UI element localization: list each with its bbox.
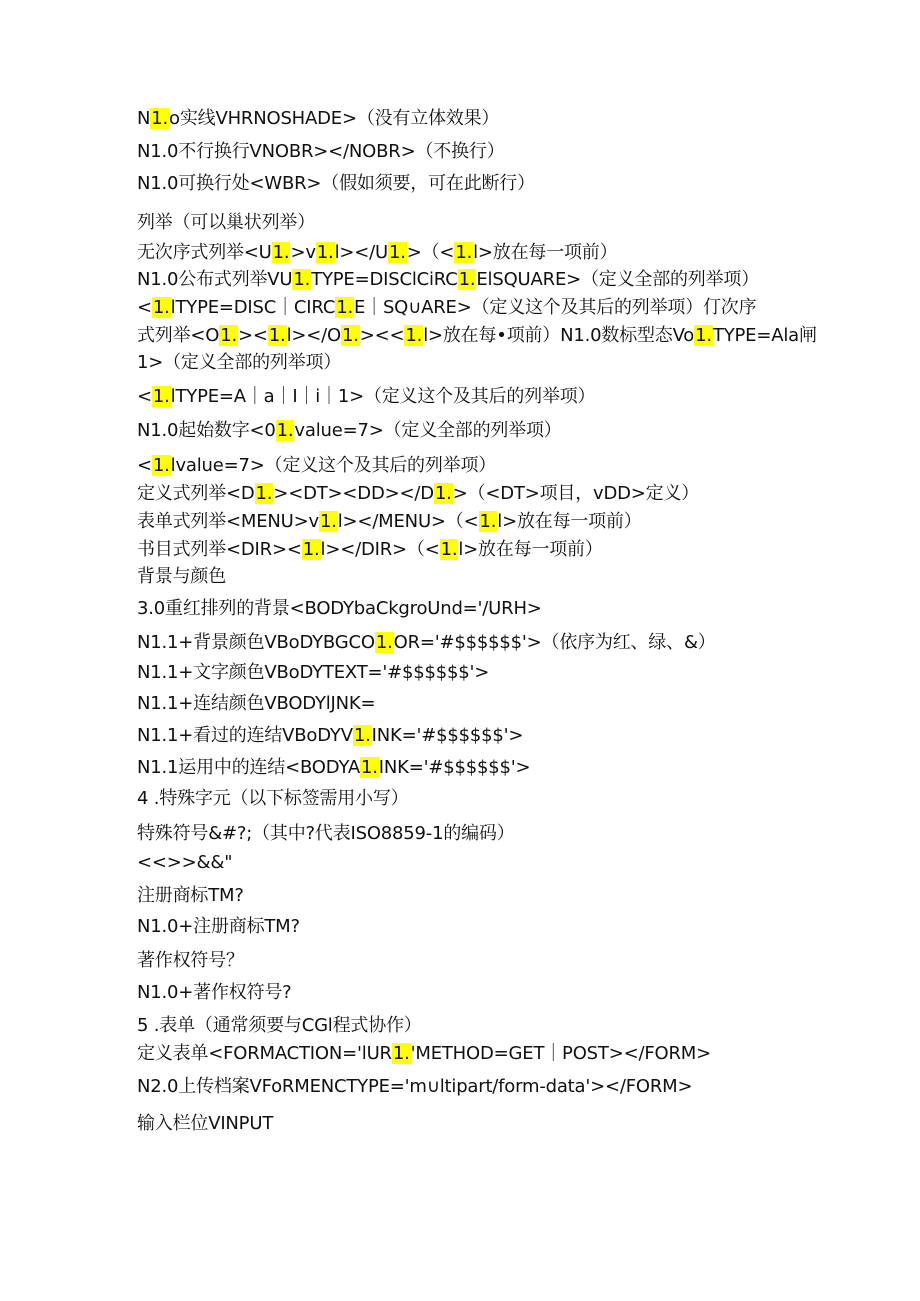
text-line — [137, 139, 505, 165]
text-line — [137, 723, 523, 749]
text-line — [137, 481, 699, 507]
text-line — [137, 914, 300, 940]
text-segment: N1.1+看过的连结VBoDYV — [137, 725, 353, 746]
text-segment: 特殊符号&#?;（其中?代表ISO8859-1的编码） — [137, 823, 515, 844]
text-segment: 表单式列举<MENU>v — [137, 511, 319, 532]
text-segment: TYPE=Ala闸 — [712, 325, 817, 346]
highlighted-text: 1. — [405, 325, 423, 346]
text-segment: N1.1+背景颜色VBoDYBGCO — [137, 632, 375, 653]
highlighted-text: 1. — [341, 325, 359, 346]
text-segment: N2.0上传档案VFoRMENCTYPE='m∪ltipart/form-data'></FORM> — [137, 1076, 693, 1097]
text-segment: TYPE=DISClCiRC — [311, 269, 458, 290]
highlighted-text: 1. — [302, 539, 320, 560]
highlighted-text: 1. — [336, 297, 353, 318]
text-segment: < — [137, 386, 152, 407]
highlighted-text: 1. — [392, 1043, 410, 1064]
text-segment: N1.0不行换行VNOBR></NOBR>（不换行） — [137, 141, 505, 162]
highlighted-text: 1. — [268, 325, 286, 346]
text-segment: N1.0公布式列举VU — [137, 269, 293, 290]
text-line — [137, 660, 489, 686]
text-line — [137, 980, 292, 1006]
text-line — [137, 106, 499, 132]
text-line — [137, 418, 562, 444]
text-segment: l>放在每一项前） — [473, 242, 618, 263]
highlighted-text: 1. — [276, 420, 294, 441]
text-segment: N1.1运用中的连结<BODYA — [137, 757, 360, 778]
text-segment: 式列举<O — [137, 325, 220, 346]
highlighted-text: 1. — [479, 511, 497, 532]
text-segment: ElSQUARE>（定义全部的列举项） — [476, 269, 759, 290]
text-segment: l>放在每一项前） — [458, 539, 603, 560]
text-segment: lTYPE=A｜a｜I｜i｜1>（定义这个及其后的列举项） — [170, 386, 596, 407]
text-line — [137, 295, 756, 321]
text-segment: 书目式列举<DIR>< — [137, 539, 302, 560]
highlighted-text: 1. — [434, 483, 452, 504]
text-line — [137, 564, 226, 590]
text-segment: lvalue=7>（定义这个及其后的列举项） — [170, 455, 497, 476]
text-segment: 列举（可以巢状列举） — [137, 212, 315, 233]
text-segment: >v — [290, 242, 316, 263]
highlighted-text: 1. — [695, 325, 712, 346]
text-segment: lTYPE=DISC｜CIRC — [170, 297, 336, 318]
text-segment: l></U — [334, 242, 388, 263]
highlighted-text: 1. — [151, 108, 169, 129]
text-segment: N1.1+连结颜色VBODYlJNK= — [137, 693, 376, 714]
text-segment: 背景与颜色 — [137, 566, 226, 587]
text-line — [137, 171, 535, 197]
text-segment: INK='#$$$$$$'> — [371, 725, 524, 746]
highlighted-text: 1. — [440, 539, 458, 560]
highlighted-text: 1. — [152, 386, 170, 407]
text-segment: N1.0可换行处<WBR>（假如须要，可在此断行） — [137, 173, 535, 194]
text-line — [137, 948, 244, 974]
text-segment: E｜SQ∪ARE>（定义这个及其后的列举项）仃次序 — [353, 297, 757, 318]
text-line — [137, 1013, 422, 1039]
text-line — [137, 267, 759, 293]
text-segment: 5 .表单（通常须要与CGl程式协作） — [137, 1015, 422, 1036]
text-segment: OR='#$$$$$$'>（依序为红、绿、&） — [393, 632, 716, 653]
highlighted-text: 1. — [152, 455, 170, 476]
text-segment: 4 .特殊字元（以下标签需用小写） — [137, 788, 409, 809]
highlighted-text: 1. — [272, 242, 290, 263]
highlighted-text: 1. — [353, 725, 371, 746]
highlighted-text: 1. — [255, 483, 273, 504]
text-segment: >< — [238, 325, 268, 346]
text-line — [137, 509, 642, 535]
text-segment: 定义表单<FORMACTION='lUR — [137, 1043, 392, 1064]
text-segment: 无次序式列举<U — [137, 242, 272, 263]
text-segment: N1.1+文字颜色VBoDYTEXT='#$$$$$$'> — [137, 662, 490, 683]
text-line — [137, 691, 375, 717]
text-segment: l>放在每一项前） — [497, 511, 642, 532]
text-line — [137, 755, 530, 781]
text-segment: N1.0起始数字<0 — [137, 420, 276, 441]
text-segment: l></DIR>（< — [320, 539, 440, 560]
highlighted-text: 1. — [455, 242, 473, 263]
highlighted-text: 1. — [458, 269, 476, 290]
text-line — [137, 240, 617, 266]
text-segment: 输入栏位VINPUT — [137, 1113, 274, 1134]
text-segment: N1.0+著作权符号? — [137, 982, 292, 1003]
text-segment: 著作权符号？ — [137, 950, 244, 971]
highlighted-text: 1. — [375, 632, 393, 653]
highlighted-text: 1. — [388, 242, 406, 263]
text-line — [137, 1074, 692, 1100]
text-segment: N — [137, 108, 151, 129]
text-line — [137, 323, 817, 349]
text-segment: 3.0重红排列的背景<BODYbaCkgroUnd='/URH> — [137, 598, 542, 619]
text-segment: 注册商标TM? — [137, 885, 244, 906]
text-segment: ><< — [359, 325, 405, 346]
text-segment: 1>（定义全部的列举项） — [137, 352, 342, 373]
text-line — [137, 210, 315, 236]
text-segment: 'METHOD=GET｜POST></FORM> — [410, 1043, 711, 1064]
text-segment: l>放在每•项前）N1.0数标型态Vo — [423, 325, 695, 346]
text-segment: value=7>（定义全部的列举项） — [294, 420, 562, 441]
highlighted-text: 1. — [220, 325, 238, 346]
highlighted-text: 1. — [319, 511, 337, 532]
text-line — [137, 1111, 273, 1137]
text-line — [137, 384, 595, 410]
text-line — [137, 850, 232, 876]
text-line — [137, 453, 496, 479]
text-segment: 定义式列举<D — [137, 483, 255, 504]
text-segment: N1.0+注册商标TM? — [137, 916, 300, 937]
text-segment: <<>>&&" — [137, 852, 233, 873]
text-line — [137, 596, 542, 622]
text-line — [137, 786, 409, 812]
text-line — [137, 350, 341, 376]
highlighted-text: 1. — [293, 269, 311, 290]
text-line — [137, 821, 515, 847]
text-segment: ><DT><DD></D — [273, 483, 434, 504]
text-segment: INK='#$$$$$$'> — [378, 757, 531, 778]
text-segment: < — [137, 455, 152, 476]
text-segment: l></MENU>（< — [337, 511, 479, 532]
highlighted-text: 1. — [360, 757, 378, 778]
text-segment: < — [137, 297, 152, 318]
text-segment: o实线VHRNOSHADE>（没有立体效果） — [169, 108, 500, 129]
text-line — [137, 537, 603, 563]
text-line — [137, 630, 716, 656]
text-segment: >（<DT>项目，vDD>定义） — [452, 483, 700, 504]
text-segment: l></O — [286, 325, 341, 346]
highlighted-text: 1. — [316, 242, 334, 263]
highlighted-text: 1. — [152, 297, 170, 318]
text-segment: >（< — [406, 242, 455, 263]
text-line — [137, 883, 244, 909]
text-line — [137, 1041, 711, 1067]
